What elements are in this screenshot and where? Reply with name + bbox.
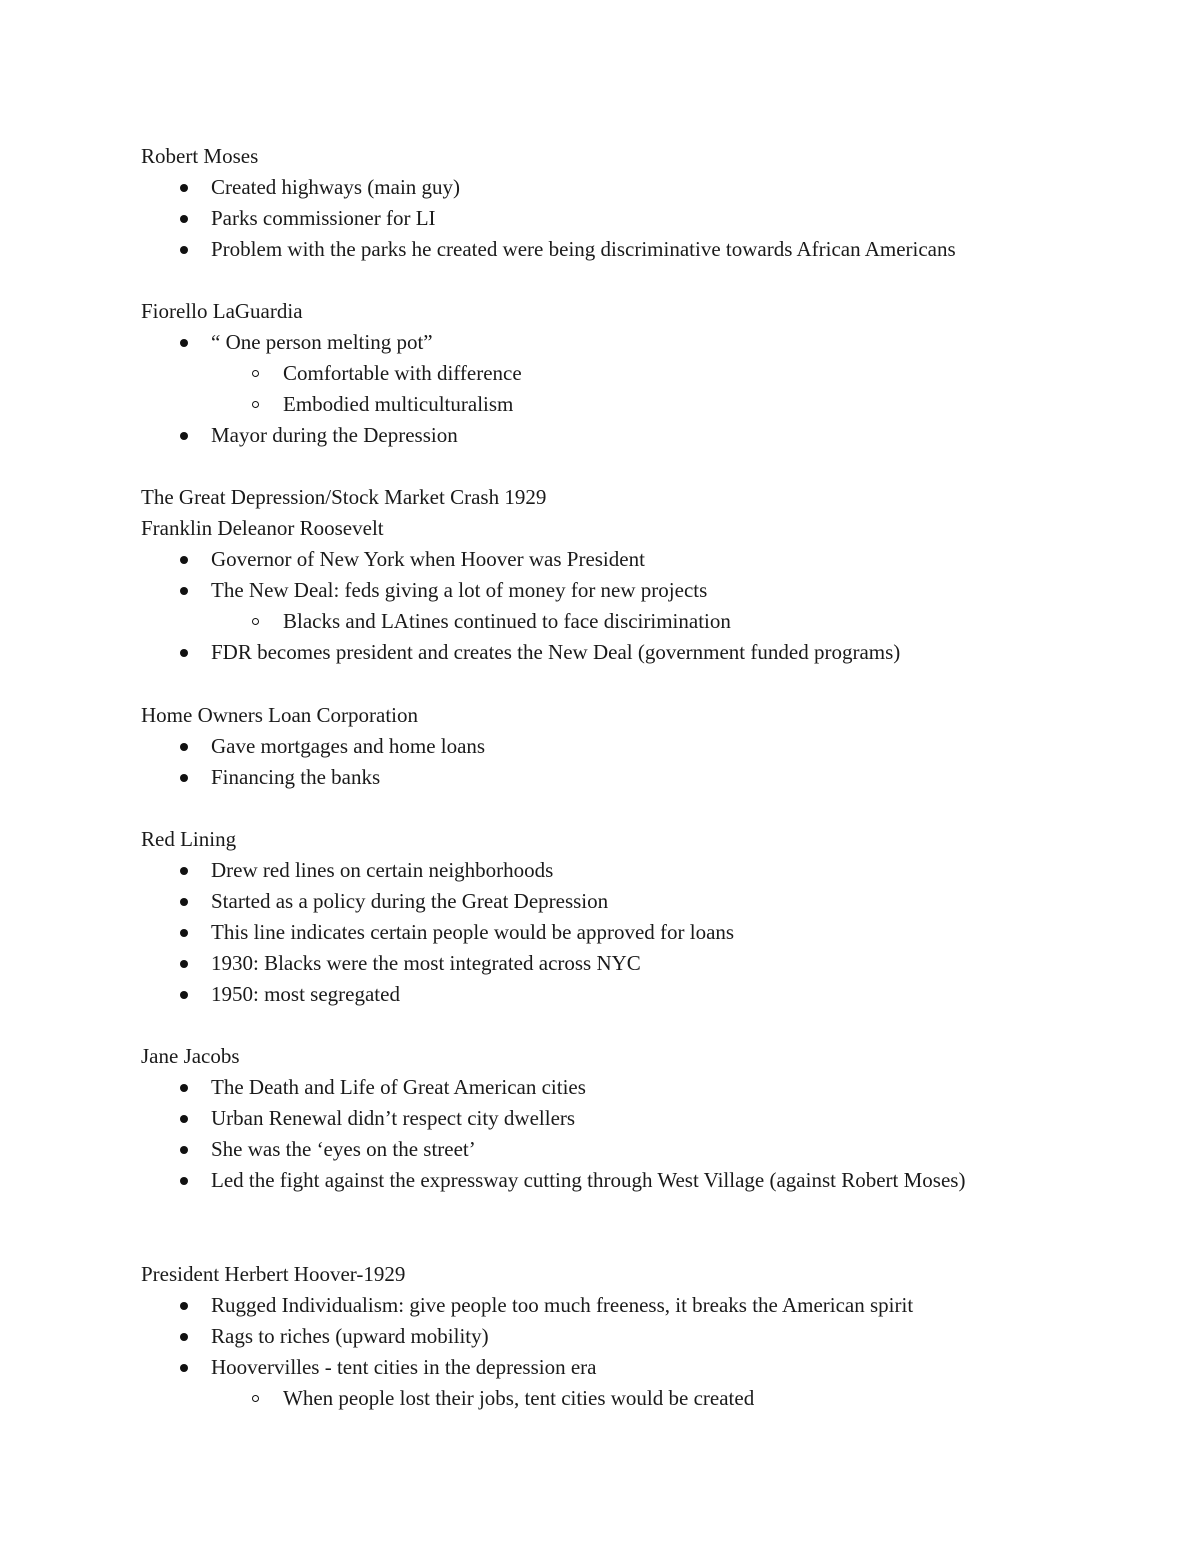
list-item: Financing the banks — [211, 765, 381, 789]
list-item: Created highways (main guy) — [211, 175, 461, 199]
list-item: 1930: Blacks were the most integrated across NYC — [211, 951, 641, 975]
list-item: 1950: most segregated — [211, 982, 400, 1006]
section-heading: Red Lining — [141, 827, 237, 851]
list-item: Governor of New York when Hoover was President — [211, 547, 645, 571]
sub-list-item: Blacks and LAtines continued to face discirimination — [283, 609, 731, 633]
list-item: Rugged Individualism: give people too much freeness, it breaks the American spirit — [211, 1293, 914, 1317]
bullet-icon — [180, 432, 188, 440]
sub-list-item: When people lost their jobs, tent cities would be created — [283, 1386, 755, 1410]
bullet-icon — [180, 774, 188, 782]
list-item: The Death and Life of Great American cities — [211, 1075, 586, 1099]
list-item: Led the fight against the expressway cutting through West Village (against Robert Moses) — [211, 1168, 966, 1192]
list-item: Hoovervilles - tent cities in the depression era — [211, 1355, 597, 1379]
list-item: This line indicates certain people would be approved for loans — [211, 920, 735, 944]
sub-list-item: Embodied multiculturalism — [283, 392, 514, 416]
section-heading: Jane Jacobs — [141, 1044, 240, 1068]
bullet-icon — [180, 898, 188, 906]
bullet-icon — [180, 1302, 188, 1310]
hollow-bullet-icon — [252, 1395, 259, 1402]
bullet-icon — [180, 1333, 188, 1341]
list-item: Rags to riches (upward mobility) — [211, 1324, 489, 1348]
bullet-icon — [180, 1364, 188, 1372]
bullet-icon — [180, 1084, 188, 1092]
bullet-icon — [180, 743, 188, 751]
bullet-icon — [180, 960, 188, 968]
section-heading: Fiorello LaGuardia — [141, 299, 303, 323]
bullet-icon — [180, 184, 188, 192]
bullet-icon — [180, 215, 188, 223]
list-item: “ One person melting pot” — [211, 330, 433, 354]
sub-list-item: Comfortable with difference — [283, 361, 522, 385]
list-item: Started as a policy during the Great Depression — [211, 889, 609, 913]
bullet-icon — [180, 649, 188, 657]
hollow-bullet-icon — [252, 618, 259, 625]
section-subheading: Franklin Deleanor Roosevelt — [141, 516, 384, 540]
bullet-icon — [180, 587, 188, 595]
list-item: She was the ‘eyes on the street’ — [211, 1137, 476, 1161]
bullet-icon — [180, 1115, 188, 1123]
section-heading: Robert Moses — [141, 144, 259, 168]
list-item: Mayor during the Depression — [211, 423, 458, 447]
bullet-icon — [180, 1177, 188, 1185]
list-item: Problem with the parks he created were being discriminative towards African Americans — [211, 237, 956, 261]
bullet-icon — [180, 556, 188, 564]
bullet-icon — [180, 339, 188, 347]
list-item: Gave mortgages and home loans — [211, 734, 486, 758]
bullet-icon — [180, 246, 188, 254]
hollow-bullet-icon — [252, 401, 259, 408]
hollow-bullet-icon — [252, 370, 259, 377]
bullet-icon — [180, 867, 188, 875]
list-item: Urban Renewal didn’t respect city dwellers — [211, 1106, 576, 1130]
list-item: FDR becomes president and creates the New Deal (government funded programs) — [211, 640, 901, 664]
list-item: The New Deal: feds giving a lot of money for new projects — [211, 578, 708, 602]
bullet-icon — [180, 1146, 188, 1154]
bullet-icon — [180, 991, 188, 999]
list-item: Drew red lines on certain neighborhoods — [211, 858, 554, 882]
section-heading: The Great Depression/Stock Market Crash 1929 — [141, 485, 547, 509]
section-heading: President Herbert Hoover-1929 — [141, 1262, 406, 1286]
section-heading: Home Owners Loan Corporation — [141, 703, 419, 727]
bullet-icon — [180, 929, 188, 937]
list-item: Parks commissioner for LI — [211, 206, 436, 230]
